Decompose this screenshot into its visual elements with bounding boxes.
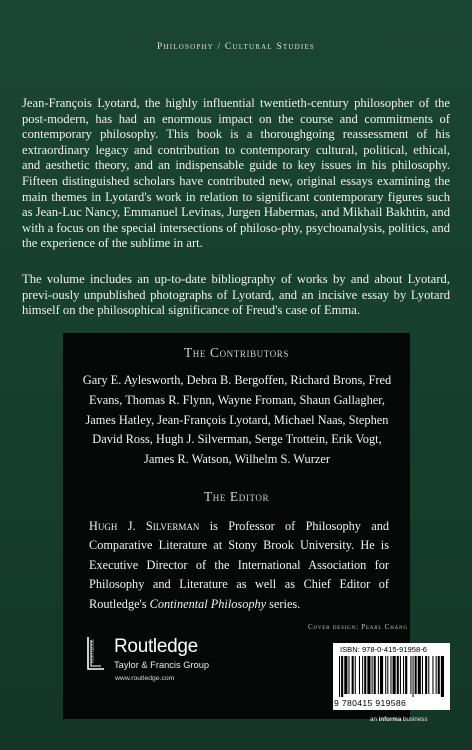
cover-design-credit: Cover design: Pearl Chang (308, 623, 408, 631)
routledge-logo-lettering: ROUTLEDGE (90, 639, 95, 663)
publisher-url: www.routledge.com (115, 675, 175, 682)
barcode-bar (378, 656, 379, 694)
barcode-icon (336, 656, 447, 697)
barcode-bar (385, 656, 386, 694)
informa-prefix: an (370, 716, 379, 723)
barcode-bar (359, 656, 360, 694)
barcode-bar (348, 656, 349, 694)
barcode-bar (438, 656, 440, 694)
barcode-bar (403, 656, 404, 694)
contributors-list: Gary E. Aylesworth, Debra B. Bergoffen, Richard Brons, Fred Evans, Thomas R. Flynn, Wayne Froman, Shaun Gallagher, James Hatley, Jean-François Lyotard, Michael Naas, Stephen David Ross, Hugh J. Silverman, Serge Trottein, Erik Vogt, James R. Watson, Wilhelm S. Wurzer (82, 373, 392, 467)
barcode-bar (397, 656, 399, 694)
barcode-digits: 9 780415 919586 (334, 698, 407, 708)
editor-bio-text-1: is Professor of Philosophy and Comparative Literature at Stony Brook University. He is Executive Director of the International Association for Philosophy and Literature as well as Chief Editor of Routledge's (89, 519, 389, 611)
barcode-bar (422, 656, 423, 694)
contributors-heading: The Contributors (183, 345, 290, 360)
routledge-logo-icon (85, 636, 107, 672)
publisher-group: Taylor & Francis Group (114, 660, 210, 670)
barcode-bar (339, 656, 340, 697)
informa-suffix: business (401, 716, 428, 723)
barcode-bar (367, 656, 370, 694)
barcode-bar (362, 656, 363, 694)
publisher-logo (85, 636, 225, 686)
barcode-bar (432, 656, 433, 694)
editor-heading: The Editor (203, 489, 270, 504)
barcode-bar (355, 656, 356, 694)
barcode-bar (387, 656, 388, 694)
barcode-bar (364, 656, 366, 694)
barcode-bar (441, 656, 444, 697)
category-label: Philosophy / Cultural Studies (156, 42, 316, 52)
barcode-bar (352, 656, 354, 694)
barcode-bar (380, 656, 383, 694)
editor-bio-text-2: series. (266, 596, 301, 611)
barcode-bar (341, 656, 343, 697)
barcode-bar (413, 656, 414, 697)
barcode-bar (410, 656, 411, 694)
barcode-bar (428, 656, 429, 694)
barcode-bar (425, 656, 427, 694)
description-paragraph-2: The volume includes an up-to-date bibliography of works by and about Lyotard, previ-ously unpublished photographs of Lyotard, and an incisive essay by Lyotard himself on the philosophical significance of Freud's case of Emma. (22, 272, 450, 318)
barcode-bar (415, 656, 417, 694)
barcode-bar (372, 656, 373, 694)
barcode-bar (418, 656, 421, 694)
barcode-bar (393, 656, 396, 694)
barcode-bar (344, 656, 347, 694)
isbn-label: ISBN: 978-0-415-91958-6 (340, 645, 427, 654)
editor-bio (89, 517, 389, 614)
barcode-bar (405, 656, 407, 694)
informa-brand: informa (378, 716, 402, 723)
editor-series-title: Continental Philosophy (149, 596, 267, 611)
description-paragraph-1: Jean-François Lyotard, the highly influential twentieth-century philosopher of the post-modern, has had an enormous impact on the course and commitments of contemporary philosophy. This book is a thoroughgoing reassessment of his extraordinary legacy and contribution to contemporary cultural, political, ethical, and aesthetic theory, and an indispensable guide to key issues in his philosophy. Fifteen distinguished scholars have contributed new, original essays examining the main themes in Lyotard's work in relation to significant contemporary figures such as Jean-Luc Nancy, Emmanuel Levinas, Jurgen Habermas, and Mikhail Bakhtin, and with a focus on the special intersections of philoso-phy, psychoanalysis, politics, and the experience of the sublime in art. (22, 96, 450, 251)
barcode-bar (400, 656, 401, 694)
publisher-name: Routledge (114, 636, 198, 657)
barcode-box (333, 643, 450, 710)
editor-name: Hugh J. Silverman (89, 519, 200, 533)
barcode-bar (390, 656, 391, 694)
informa-credit (370, 716, 427, 723)
barcode-bar (436, 656, 437, 694)
barcode-bar (374, 656, 376, 694)
